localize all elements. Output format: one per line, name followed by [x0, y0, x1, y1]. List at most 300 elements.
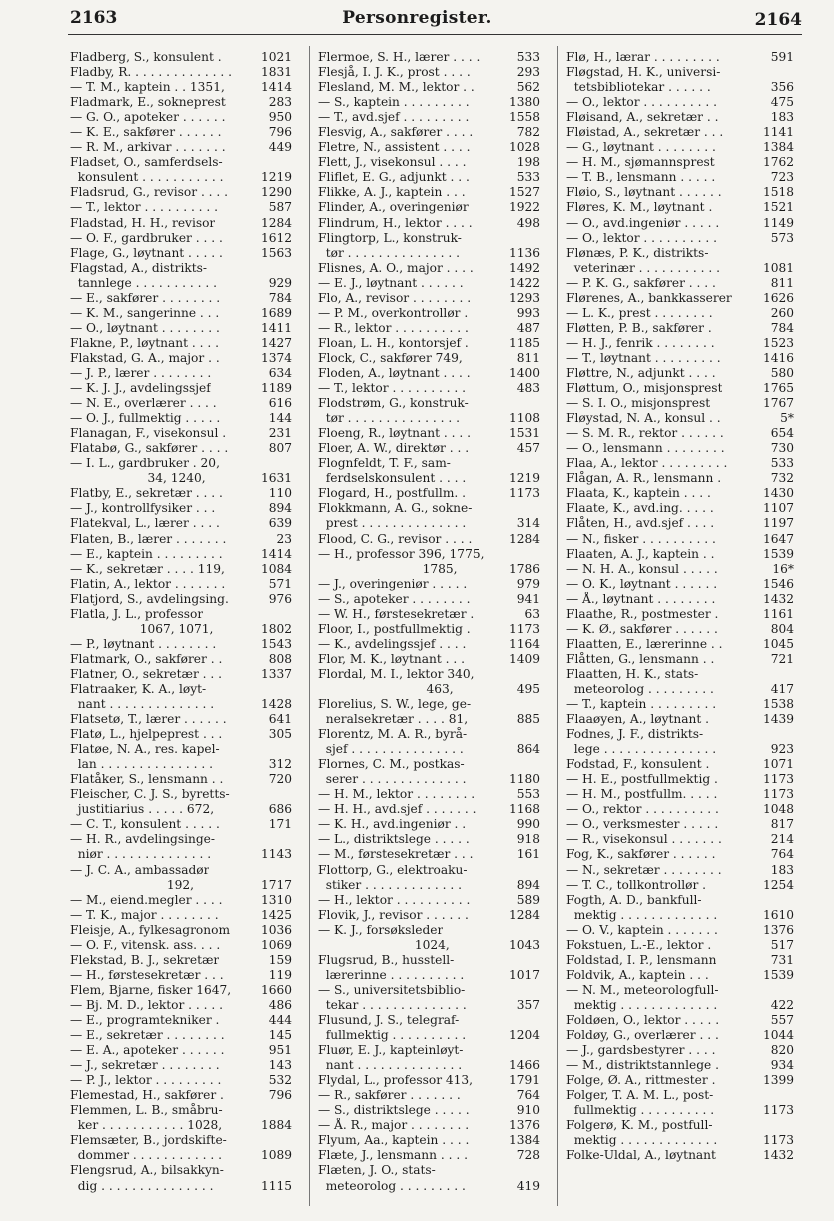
entry-page-ref: 63	[524, 606, 540, 621]
register-entry	[70, 246, 292, 261]
entry-text: — K., sekretær . . . . 119,	[70, 561, 225, 576]
entry-text: Flinder, A., overingeniør	[318, 200, 469, 215]
register-entry	[70, 832, 292, 847]
entry-text: — K., avdelingssjef . . . .	[318, 636, 467, 651]
register-entry	[318, 321, 540, 336]
register-entry	[566, 456, 794, 471]
entry-text: mektig . . . . . . . . . . . . .	[566, 1133, 718, 1148]
register-entry	[318, 1163, 540, 1178]
entry-page-ref: 1558	[508, 110, 540, 125]
entry-text: mektig . . . . . . . . . . . . .	[566, 997, 718, 1012]
register-entry	[318, 50, 540, 65]
register-entry	[70, 1163, 292, 1178]
entry-text: Flæten, J. O., stats-	[318, 1163, 436, 1178]
register-entry	[318, 140, 540, 155]
entry-page-ref: 1432	[762, 591, 794, 606]
register-entry	[70, 441, 292, 456]
register-entry	[566, 381, 794, 396]
entry-text: — C. T., konsulent . . . . .	[70, 817, 220, 832]
entry-page-ref: 1384	[508, 1133, 540, 1148]
entry-page-ref: 1219	[508, 471, 540, 486]
register-entry	[318, 847, 540, 862]
entry-page-ref	[289, 155, 292, 170]
entry-page-ref: 1626	[762, 290, 794, 305]
entry-text: Flatmark, O., sakfører . .	[70, 651, 223, 666]
entry-page-ref: 1284	[508, 531, 540, 546]
register-entry	[318, 261, 540, 276]
register-entry	[566, 351, 794, 366]
entry-page-ref: 487	[516, 320, 540, 335]
entry-page-ref: 634	[268, 365, 292, 380]
entry-page-ref: 1189	[260, 381, 292, 396]
entry-text: — Å., løytnant . . . . . . . .	[566, 591, 716, 606]
register-entry	[318, 516, 540, 531]
entry-page-ref: 730	[770, 441, 794, 456]
register-entry	[318, 125, 540, 140]
entry-page-ref	[791, 1088, 794, 1103]
entry-page-ref: 557	[770, 1013, 794, 1027]
entry-page-ref: 1647	[762, 531, 794, 546]
register-entry	[70, 562, 292, 577]
register-entry	[70, 772, 292, 787]
entry-text: — R., sakfører . . . . . . .	[318, 1088, 461, 1103]
entry-text: Folke-Uldal, A., løytnant	[566, 1148, 716, 1163]
entry-page-ref: 293	[516, 65, 540, 80]
register-entry	[566, 637, 794, 652]
page-number-right: 2164	[754, 10, 802, 30]
entry-page-ref: 1539	[762, 546, 794, 561]
entry-text: Floden, A., løytnant . . . .	[318, 365, 471, 380]
entry-text: Flakstad, G. A., major . .	[70, 350, 220, 365]
register-entry	[566, 1088, 794, 1103]
register-entry	[566, 261, 794, 276]
entry-text: Fodstad, F., konsulent .	[566, 757, 710, 772]
entry-page-ref: 686	[268, 802, 292, 817]
entry-page-ref: 1084	[260, 561, 292, 576]
register-entry	[566, 1043, 794, 1058]
entry-page-ref: 1071	[762, 757, 794, 772]
entry-page-ref: 517	[770, 937, 794, 952]
entry-page-ref: 1546	[762, 576, 794, 591]
entry-page-ref	[791, 893, 794, 908]
entry-text: Fleischer, C. J. S., byretts-	[70, 787, 230, 802]
entry-page-ref: 16*	[772, 561, 794, 576]
register-entry	[566, 291, 794, 306]
entry-page-ref: 589	[516, 892, 540, 907]
register-entry	[318, 667, 540, 682]
entry-text: — L., distriktslege . . . . .	[318, 832, 470, 847]
entry-text: justitiarius . . . . . 672,	[70, 802, 215, 817]
register-entry	[70, 712, 292, 727]
entry-text: Flemestad, H., sakfører .	[70, 1088, 224, 1103]
register-entry	[70, 1013, 292, 1028]
entry-page-ref: 808	[268, 651, 292, 666]
register-entry	[566, 411, 794, 426]
entry-text: — J., sekretær . . . . . . . .	[70, 1058, 220, 1073]
register-entry	[566, 170, 794, 185]
register-entry	[318, 577, 540, 592]
entry-text: Flermoe, S. H., lærer . . . .	[318, 50, 481, 64]
entry-page-ref: 910	[516, 1103, 540, 1118]
register-entry	[70, 592, 292, 607]
entry-text: Flisnes, A. O., major . . . .	[318, 260, 474, 275]
register-entry	[566, 712, 794, 727]
register-entry	[566, 155, 794, 170]
entry-text: — T. C., tollkontrollør .	[566, 877, 707, 892]
entry-text: 1024,	[318, 937, 450, 952]
entry-text: — E. A., apoteker . . . . . .	[70, 1043, 225, 1058]
entry-text: — P. M., overkontrollør .	[318, 305, 469, 320]
register-entry	[566, 562, 794, 577]
entry-text: veterinær . . . . . . . . . . .	[566, 260, 721, 275]
register-entry	[70, 185, 292, 200]
entry-page-ref	[289, 456, 292, 471]
entry-page-ref	[791, 667, 794, 682]
entry-text: — R., lektor . . . . . . . . . .	[318, 320, 469, 335]
entry-page-ref: 1884	[260, 1118, 292, 1133]
register-entry	[318, 562, 540, 577]
register-column-2	[318, 50, 540, 1194]
entry-page-ref: 1141	[762, 125, 794, 140]
entry-text: Flikke, A. J., kaptein . . .	[318, 185, 466, 200]
entry-text: Flekstad, B. J., sekretær	[70, 952, 220, 967]
entry-text: — H. R., avdelingsinge-	[70, 832, 215, 847]
register-entry	[318, 216, 540, 231]
entry-page-ref: 784	[770, 320, 794, 335]
register-entry	[566, 50, 794, 65]
register-entry	[566, 682, 794, 697]
register-entry	[318, 336, 540, 351]
register-entry	[70, 998, 292, 1013]
entry-text: Fladset, O., samferdsels-	[70, 155, 223, 170]
entry-page-ref: 721	[770, 651, 794, 666]
entry-text: Fladsrud, G., revisor . . . .	[70, 185, 229, 200]
entry-page-ref: 951	[268, 1043, 292, 1058]
entry-page-ref: 483	[516, 381, 540, 396]
register-entry	[70, 1103, 292, 1118]
entry-page-ref	[791, 727, 794, 742]
register-entry	[566, 607, 794, 622]
register-entry	[70, 622, 292, 637]
entry-page-ref: 1284	[260, 215, 292, 230]
entry-page-ref: 475	[770, 95, 794, 110]
entry-text: — H., professor 396, 1775,	[318, 546, 485, 561]
entry-page-ref	[537, 396, 540, 411]
entry-text: Flornes, C. M., postkas-	[318, 757, 465, 772]
register-entry	[318, 1073, 540, 1088]
entry-text: — T., avd.sjef . . . . . . . . .	[318, 110, 470, 125]
register-entry	[70, 1118, 292, 1133]
entry-page-ref: 591	[770, 50, 794, 64]
entry-page-ref: 171	[268, 817, 292, 832]
register-entry	[566, 321, 794, 336]
entry-page-ref: 1543	[260, 636, 292, 651]
entry-text: Flåtten, G., lensmann . .	[566, 651, 715, 666]
entry-page-ref: 796	[268, 125, 292, 140]
entry-text: konsulent . . . . . . . . . . .	[70, 170, 224, 185]
entry-page-ref: 641	[268, 712, 292, 727]
register-entry	[318, 155, 540, 170]
entry-page-ref: 923	[770, 742, 794, 757]
entry-text: Fogth, A. D., bankfull-	[566, 892, 702, 907]
entry-text: Flaatten, H. K., stats-	[566, 666, 699, 681]
entry-page-ref: 820	[770, 1043, 794, 1058]
register-entry	[70, 336, 292, 351]
entry-text: dig . . . . . . . . . . . . . . .	[70, 1178, 214, 1193]
entry-page-ref: 486	[268, 997, 292, 1012]
register-entry	[566, 697, 794, 712]
entry-page-ref: 1425	[260, 907, 292, 922]
entry-page-ref: 533	[516, 170, 540, 185]
register-entry	[318, 727, 540, 742]
entry-text: — O., lektor . . . . . . . . . .	[566, 230, 717, 245]
register-entry	[318, 1043, 540, 1058]
register-entry	[318, 1118, 540, 1133]
entry-page-ref	[289, 1103, 292, 1118]
entry-page-ref: 1791	[508, 1073, 540, 1088]
entry-text: Flørenes, A., bankkasserer	[566, 290, 732, 305]
entry-text: Flatabø, G., sakfører . . . .	[70, 441, 229, 456]
register-entry	[318, 532, 540, 547]
register-entry	[70, 140, 292, 155]
register-entry	[566, 547, 794, 562]
entry-text: — N. M., meteorologfull-	[566, 982, 719, 997]
entry-text: Flatner, O., sekretær . . .	[70, 666, 223, 681]
entry-page-ref: 1173	[508, 621, 540, 636]
entry-page-ref: 5*	[780, 411, 794, 426]
register-entry	[566, 863, 794, 878]
entry-page-ref: 1376	[762, 922, 794, 937]
register-entry	[70, 847, 292, 862]
entry-page-ref: 1521	[762, 200, 794, 215]
entry-text: — H. E., postfullmektig .	[566, 772, 718, 787]
entry-page-ref	[289, 787, 292, 802]
register-entry	[318, 547, 540, 562]
entry-page-ref: 1411	[260, 320, 292, 335]
entry-text: Flåten, H., avd.sjef . . . .	[566, 516, 715, 531]
entry-text: — T., kaptein . . . . . . . . .	[566, 697, 717, 712]
register-entry	[318, 231, 540, 246]
entry-page-ref: 979	[516, 576, 540, 591]
entry-text: Flaathe, R., postmester .	[566, 606, 719, 621]
register-entry	[70, 577, 292, 592]
register-entry	[318, 246, 540, 261]
entry-page-ref: 764	[516, 1088, 540, 1103]
entry-text: — H. M., sjømannsprest	[566, 155, 715, 170]
register-entry	[566, 727, 794, 742]
register-entry	[566, 983, 794, 998]
entry-text: Flordal, M. I., lektor 340,	[318, 666, 475, 681]
register-entry	[70, 321, 292, 336]
entry-text: — P. K. G., sakfører . . . .	[566, 275, 716, 290]
register-entry	[70, 532, 292, 547]
register-entry	[566, 486, 794, 501]
register-entry	[566, 832, 794, 847]
entry-text: Folge, Ø. A., rittmester .	[566, 1073, 716, 1088]
register-entry	[566, 1133, 794, 1148]
register-entry	[318, 65, 540, 80]
entry-page-ref: 990	[516, 817, 540, 832]
entry-text: Fladstad, H. H., revisor	[70, 215, 216, 230]
entry-text: Floer, A. W., direktør . . .	[318, 441, 470, 456]
register-entry	[566, 757, 794, 772]
register-entry	[318, 80, 540, 95]
entry-page-ref	[791, 65, 794, 80]
register-entry	[566, 968, 794, 983]
register-entry	[566, 200, 794, 215]
register-entry	[318, 878, 540, 893]
entry-page-ref: 305	[268, 727, 292, 742]
register-entry	[566, 802, 794, 817]
entry-text: — P., løytnant . . . . . . . .	[70, 636, 217, 651]
register-entry	[70, 923, 292, 938]
entry-page-ref: 1531	[508, 426, 540, 441]
entry-text: tannlege . . . . . . . . . . .	[70, 275, 217, 290]
entry-text: Fladmark, E., sokneprest	[70, 95, 226, 110]
entry-text: 463,	[318, 681, 454, 696]
register-entry	[318, 1088, 540, 1103]
register-entry	[318, 396, 540, 411]
entry-page-ref: 1173	[762, 772, 794, 787]
entry-text: Flatjord, S., avdelingsing.	[70, 591, 229, 606]
entry-page-ref: 1689	[260, 305, 292, 320]
entry-text: Flusund, J. S., telegraf-	[318, 1013, 460, 1027]
entry-text: tør . . . . . . . . . . . . . . .	[318, 411, 461, 426]
entry-text: — M., distriktstannlege .	[566, 1058, 720, 1073]
register-entry	[70, 863, 292, 878]
entry-text: — N., sekretær . . . . . . . .	[566, 862, 722, 877]
entry-text: — K. J., forsøksleder	[318, 922, 444, 937]
entry-page-ref: 1284	[508, 907, 540, 922]
entry-page-ref: 764	[770, 847, 794, 862]
entry-text: — T. K., major . . . . . . . .	[70, 907, 219, 922]
entry-page-ref: 1185	[508, 335, 540, 350]
register-entry	[318, 863, 540, 878]
register-entry	[318, 802, 540, 817]
entry-text: — I. L., gardbruker . 20,	[70, 456, 220, 471]
entry-text: Flatraaker, K. A., løyt-	[70, 681, 207, 696]
entry-text: mektig . . . . . . . . . . . . .	[566, 907, 718, 922]
entry-text: — T. B., lensmann . . . . .	[566, 170, 716, 185]
register-entry	[318, 772, 540, 787]
entry-text: Flengsrud, A., bilsakkyn-	[70, 1163, 224, 1178]
entry-page-ref: 885	[516, 712, 540, 727]
register-entry	[566, 847, 794, 862]
page-header	[0, 0, 834, 40]
entry-text: — O., avd.ingeniør . . . . .	[566, 215, 720, 230]
entry-page-ref: 1143	[260, 847, 292, 862]
entry-page-ref	[537, 231, 540, 246]
register-entry	[70, 261, 292, 276]
register-entry	[318, 983, 540, 998]
register-entry	[70, 125, 292, 140]
entry-text: — O., lektor . . . . . . . . . .	[566, 95, 717, 110]
entry-page-ref: 419	[516, 1178, 540, 1193]
entry-page-ref	[537, 983, 540, 998]
entry-page-ref	[537, 923, 540, 938]
entry-page-ref	[289, 1163, 292, 1178]
entry-page-ref: 1527	[508, 185, 540, 200]
entry-page-ref: 1197	[762, 516, 794, 531]
column-divider	[557, 46, 558, 1206]
register-entry	[566, 1148, 794, 1163]
register-entry	[70, 938, 292, 953]
entry-text: Fog, K., sakfører . . . . . .	[566, 847, 716, 862]
register-entry	[318, 456, 540, 471]
entry-page-ref: 1044	[762, 1028, 794, 1043]
entry-text: Fliflet, E. G., adjunkt . . .	[318, 170, 470, 185]
entry-page-ref: 1439	[762, 712, 794, 727]
entry-text: Fløisand, A., sekretær . .	[566, 110, 719, 125]
entry-page-ref: 357	[516, 997, 540, 1012]
entry-page-ref	[791, 983, 794, 998]
register-entry	[566, 366, 794, 381]
entry-page-ref: 1539	[762, 967, 794, 982]
entry-page-ref: 1466	[508, 1058, 540, 1073]
register-entry	[70, 110, 292, 125]
entry-text: — J., overingeniør . . . . .	[318, 576, 468, 591]
entry-text: Flagstad, A., distrikts-	[70, 260, 208, 275]
entry-text: fullmektig . . . . . . . . . .	[318, 1028, 467, 1043]
entry-text: Flønæs, P. K., distrikts-	[566, 245, 709, 260]
register-entry	[318, 832, 540, 847]
entry-text: — S. I. O., misjonsprest	[566, 396, 711, 411]
entry-text: Fleisje, A., fylkesagronom	[70, 922, 231, 937]
register-entry	[318, 893, 540, 908]
entry-page-ref: 1563	[260, 245, 292, 260]
entry-text: — J. C. A., ambassadør	[70, 862, 210, 877]
register-entry	[70, 1179, 292, 1194]
entry-text: Flø, H., lærar . . . . . . . . .	[566, 50, 720, 64]
entry-page-ref: 1399	[762, 1073, 794, 1088]
entry-page-ref: 1219	[260, 170, 292, 185]
register-entry	[566, 923, 794, 938]
register-entry	[566, 426, 794, 441]
entry-text: meteorolog . . . . . . . . .	[566, 681, 714, 696]
entry-text: dommer . . . . . . . . . . . .	[70, 1148, 223, 1163]
entry-page-ref	[537, 1163, 540, 1178]
entry-text: 1785,	[318, 561, 458, 576]
register-entry	[70, 501, 292, 516]
register-entry	[70, 1058, 292, 1073]
entry-page-ref: 183	[770, 110, 794, 125]
entry-page-ref: 449	[268, 140, 292, 155]
entry-text: — T., lektor . . . . . . . . . .	[318, 381, 467, 396]
register-entry	[566, 817, 794, 832]
register-entry	[318, 501, 540, 516]
entry-text: Flaaten, A. J., kaptein . .	[566, 546, 715, 561]
entry-text: — H. M., lektor . . . . . . . .	[318, 787, 476, 802]
entry-text: Fløistad, A., sekretær . . .	[566, 125, 724, 140]
entry-page-ref: 804	[770, 621, 794, 636]
entry-page-ref: 417	[770, 681, 794, 696]
register-entry	[318, 998, 540, 1013]
register-entry	[566, 953, 794, 968]
register-entry	[566, 1118, 794, 1133]
register-entry	[70, 396, 292, 411]
register-entry	[318, 276, 540, 291]
entry-page-ref: 1081	[762, 260, 794, 275]
entry-text: Flaa, A., lektor . . . . . . . . .	[566, 456, 728, 471]
register-entry	[318, 471, 540, 486]
entry-page-ref	[537, 727, 540, 742]
register-entry	[70, 1148, 292, 1163]
register-entry	[318, 908, 540, 923]
entry-page-ref: 1922	[508, 200, 540, 215]
entry-text: — O., lensmann . . . . . . . .	[566, 441, 725, 456]
entry-page-ref	[289, 1133, 292, 1148]
entry-page-ref: 1765	[762, 381, 794, 396]
